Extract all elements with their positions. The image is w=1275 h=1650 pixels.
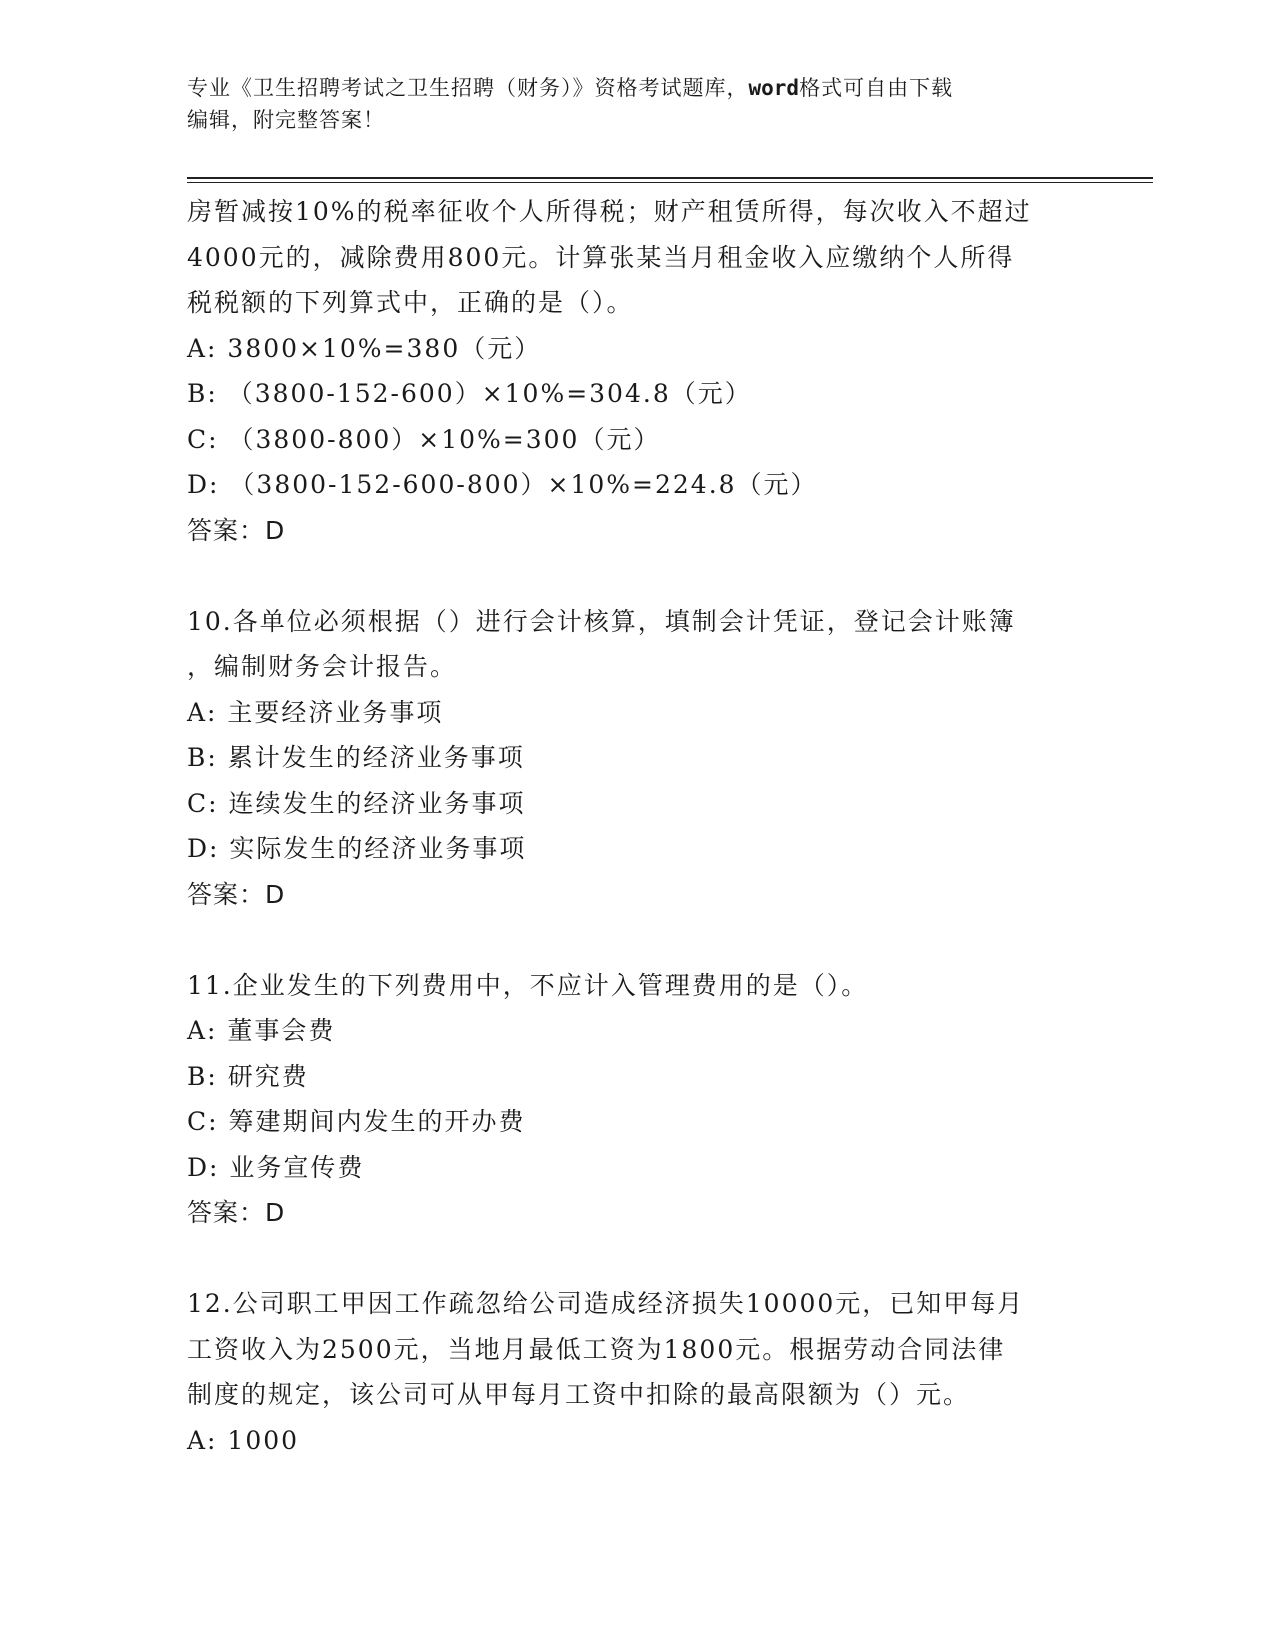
answer-line: 答案：D [187, 515, 286, 545]
question-11 [187, 963, 1107, 1236]
question-text-line: 制度的规定，该公司可从甲每月工资中扣除的最高限额为（）元。 [187, 1380, 971, 1409]
option-d: D: 实际发生的经济业务事项 [187, 834, 527, 863]
question-text-line: 11.企业发生的下列费用中，不应计入管理费用的是（）。 [187, 970, 869, 1000]
option-b: B: （3800-152-600）×10%=304.8（元） [187, 379, 752, 408]
question-text-line: 4000元的，减除费用800元。计算张某当月租金收入应缴纳个人所得 [187, 242, 1015, 272]
header-prefix: 专业《卫生招聘考试之卫生招聘（财务）》资格考试题库， [187, 76, 749, 100]
question-9 [187, 189, 1107, 553]
document-header [187, 72, 1087, 136]
question-text-line: 10.各单位必须根据（）进行会计核算，填制会计凭证，登记会计账簿 [187, 606, 1016, 636]
header-divider-thin [187, 182, 1153, 183]
option-a: A: 1000 [187, 1425, 300, 1455]
option-d: D: 业务宣传费 [187, 1152, 365, 1182]
question-text-line: 房暂减按10%的税率征收个人所得税；财产租赁所得，每次收入不超过 [187, 197, 1032, 226]
option-c: C: 筹建期间内发生的开办费 [187, 1107, 526, 1136]
option-a: A: 董事会费 [187, 1016, 336, 1045]
question-10 [187, 599, 1107, 918]
header-suffix: 格式可自由下载 [799, 76, 954, 100]
spacer [187, 917, 1107, 963]
question-text-line: 工资收入为2500元，当地月最低工资为1800元。根据劳动合同法律 [187, 1334, 1006, 1364]
spacer [187, 1236, 1107, 1282]
spacer [187, 553, 1107, 599]
option-b: B: 累计发生的经济业务事项 [187, 743, 525, 772]
question-12 [187, 1281, 1107, 1463]
option-a: A: 3800×10%=380（元） [187, 333, 542, 363]
question-text-line: 12.公司职工甲因工作疏忽给公司造成经济损失10000元，已知甲每月 [187, 1289, 1025, 1318]
answer-line: 答案：D [187, 879, 286, 909]
question-text-line: 税税额的下列算式中，正确的是（）。 [187, 288, 634, 317]
question-text-line: ，编制财务会计报告。 [187, 652, 458, 681]
option-a: A: 主要经济业务事项 [187, 697, 444, 727]
answer-line: 答案：D [187, 1198, 286, 1227]
header-line-2: 编辑，附完整答案！ [187, 108, 385, 132]
question-list [187, 189, 1107, 1463]
option-c: C: 连续发生的经济业务事项 [187, 788, 526, 818]
option-c: C: （3800-800）×10%=300（元） [187, 424, 661, 454]
header-divider-thick [187, 177, 1153, 179]
header-keyword: word [748, 76, 800, 100]
header-line-1 [187, 72, 1087, 104]
option-d: D: （3800-152-600-800）×10%=224.8（元） [187, 470, 818, 499]
option-b: B: 研究费 [187, 1061, 309, 1091]
